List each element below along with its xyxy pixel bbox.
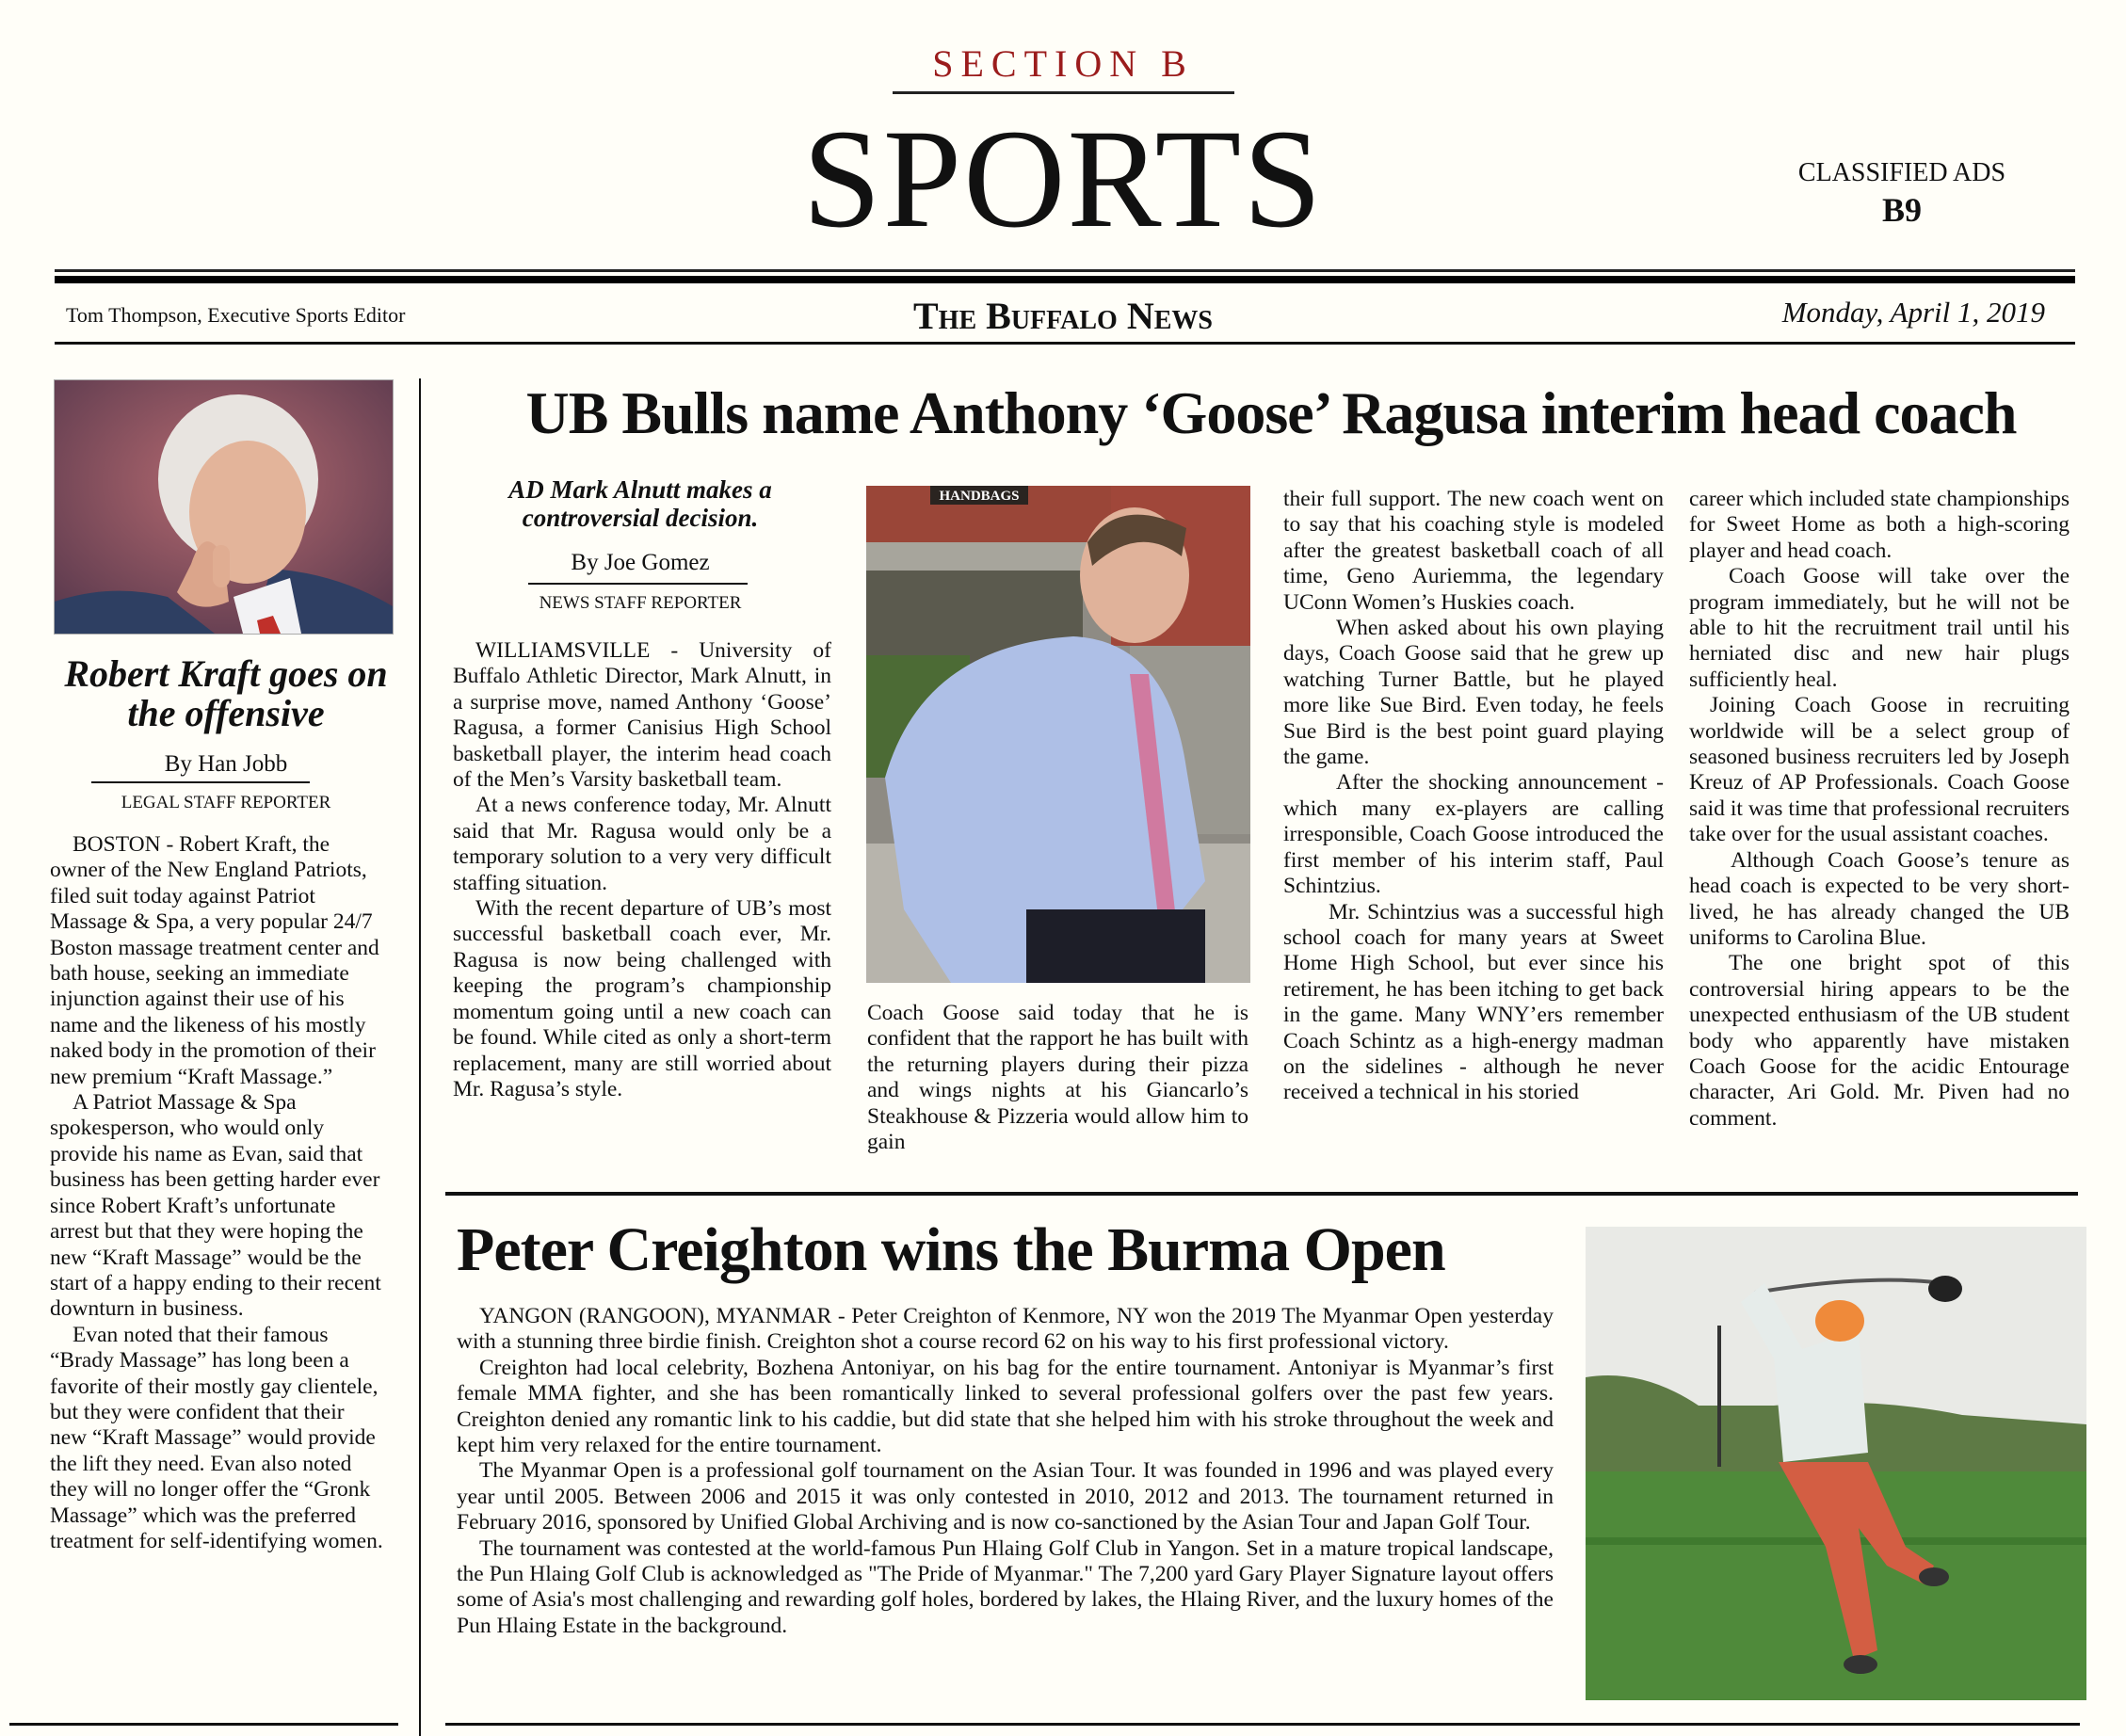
ub-article-column-1 [453, 638, 831, 1102]
issue-date: Monday, April 1, 2019 [1781, 296, 2045, 329]
paragraph: WILLIAMSVILLE - University of Buffalo Athletic Director, Mark Alnutt, in a surprise move, named Anthony ‘Goose’ Ragusa, a former Canisius High School basketball player, the interim head coach of the Men’s Varsity basketball team. [453, 638, 831, 793]
kraft-photo[interactable] [54, 379, 394, 635]
kraft-reporter-role: LEGAL STAFF REPORTER [121, 793, 331, 812]
classified-ads-page: B9 [1881, 191, 1922, 229]
newspaper-name: The Buffalo News [913, 295, 1213, 337]
paragraph: Coach Goose said today that he is confident that the rapport he has built with the returning players during their pizza and wings nights at his Giancarlo’s Steakhouse & Pizzeria would allow him to gain [867, 1001, 1248, 1155]
golf-article-body [457, 1304, 1554, 1639]
paragraph: Coach Goose will take over the program immediately, but he will not be able to hit the recruitment trail until his herniated disc and new hair plugs sufficiently heal. [1689, 564, 2070, 692]
paragraph: The one bright spot of this controversial hiring appears to be the unexpected enthusiasm of the UB student body who apparently have mistaken Coach Goose for the acidic Entourage character, Ari Gold. Mr. Piven had no comment. [1689, 951, 2070, 1131]
column-divider [419, 378, 421, 1736]
ragusa-photo[interactable] [866, 486, 1250, 983]
kraft-headline[interactable]: Robert Kraft goes on the offensive [64, 652, 388, 734]
kraft-photo-illustration [55, 380, 393, 634]
ub-article-column-3 [1283, 487, 1664, 1106]
editor-credit: Tom Thompson, Executive Sports Editor [66, 303, 406, 327]
byline-rule [528, 583, 748, 585]
story-divider [445, 1192, 2078, 1196]
page-title: SPORTS [802, 101, 1324, 257]
paragraph: A Patriot Massage & Spa spokesperson, who would only provide his name as Evan, said that business has been getting harder ever since Robert Kraft’s unfortunate arrest but that they were hoping the new “Kraft Massage” would be the start of a happy ending to their recent downturn in business. [50, 1090, 381, 1322]
photo-sign-text: HANDBAGS [939, 489, 1020, 504]
kraft-article-body [50, 832, 386, 1554]
section-label: SECTION B [932, 42, 1194, 85]
paragraph: Evan noted that their famous “Brady Massage” has long been a favorite of their mostly gay clientele, but they were confident that their new “Kraft Massage” would provide the lift they need. Evan also noted they will no longer offer the “Gronk Massage” which was the preferred treatment for self-identifying women. [50, 1322, 383, 1553]
paragraph: Mr. Schintzius was a successful high school coach for many years at Sweet Home High School, but ever since his retirement, he has been itching to get back in the game. Many WNY’ers remember Coach Schintz as a high-energy madman on the sidelines - although he never received a technical in his storied [1283, 899, 1664, 1105]
ub-headline[interactable]: UB Bulls name Anthony ‘Goose’ Ragusa interim head coach [525, 379, 2017, 446]
classified-ads-label: CLASSIFIED ADS [1797, 158, 2006, 187]
ragusa-photo-illustration [866, 486, 1250, 983]
masthead-rule-thick [55, 276, 2075, 283]
section-divider [893, 91, 1234, 94]
paragraph: Although Coach Goose’s tenure as head coach is expected to be very short-lived, he has already changed the UB uniforms to Carolina Blue. [1689, 847, 2070, 950]
paragraph: At a news conference today, Mr. Alnutt said that Mr. Ragusa would only be a temporary solution to a very very difficult staffing situation. [453, 793, 831, 895]
paragraph: BOSTON - Robert Kraft, the owner of the New England Patriots, filed suit today against Patriot Massage & Spa, a very popular 24/7 Boston massage treatment center and bath house, seeking an immediate injunction against their use of his name and the likeness of his mostly naked body in the promotion of their new premium “Kraft Massage.” [50, 832, 379, 1089]
paragraph: When asked about his own playing days, Coach Goose said that he grew up watching Turner Battle, but he played more like Sue Bird. Even today, he feels Sue Bird is the best point guard playing the game. [1283, 616, 1664, 770]
ub-byline: By Joe Gomez [571, 550, 710, 575]
paragraph: YANGON (RANGOON), MYANMAR - Peter Creighton of Kenmore, NY won the 2019 The Myanmar Open yesterday with a stunning three birdie finish. Creighton shot a course record 62 on his way to his first professional victory. [457, 1304, 1554, 1355]
kraft-byline: By Han Jobb [164, 751, 288, 777]
paragraph: The Myanmar Open is a professional golf tournament on the Asian Tour. It was founded in 1996 and was played every year until 2005. Between 2006 and 2015 it was only contested in 2010, 2012 and 2013. The tournament returned in February 2016, sponsored by Unified Global Archiving and is now co-sanctioned by the Asian Tour and Japan Golf Tour. [457, 1458, 1554, 1535]
left-column-bottom-rule [9, 1723, 398, 1726]
ub-reporter-role: NEWS STAFF REPORTER [539, 593, 742, 613]
ub-article-column-4 [1689, 487, 2070, 1132]
masthead-rule-thin [55, 269, 2075, 272]
masthead-bottom-rule [55, 342, 2075, 345]
paragraph: After the shocking announcement - which many ex-players are calling irresponsible, Coach Goose introduced the first member of his interim staff, Paul Schintzius. [1283, 770, 1664, 899]
classified-ads-reference[interactable] [1770, 158, 2034, 230]
paragraph: career which included state championships for Sweet Home as both a high-scoring player and head coach. [1689, 487, 2070, 563]
paragraph: their full support. The new coach went on to say that his coaching style is modeled after the greatest basketball coach of all time, Geno Auriemma, the legendary UConn Women’s Huskies coach. [1283, 487, 1664, 615]
golfer-photo-illustration [1586, 1227, 2086, 1700]
byline-rule [91, 781, 310, 783]
golf-headline[interactable]: Peter Creighton wins the Burma Open [457, 1215, 1445, 1284]
ub-article-column-2 [867, 1001, 1248, 1155]
ub-subheadline: AD Mark Alnutt makes a controversial decision. [508, 475, 772, 532]
golfer-photo[interactable] [1586, 1227, 2086, 1700]
paragraph: The tournament was contested at the world-famous Pun Hlaing Golf Club in Yangon. Set in a mature tropical landscape, the Pun Hlaing Golf Club is acknowledged as "The Pride of Myanmar." The 7,200 yard Gary Player Signature layout offers some of Asia's most challenging and rewarding golf holes, bordered by lakes, the Hlaing River, and the luxury homes of the Pun Hlaing Estate in the background. [457, 1535, 1554, 1638]
paragraph: With the recent departure of UB’s most successful basketball coach ever, Mr. Ragusa is now being challenged with keeping the program’s championship momentum going until a new coach can be found. While cited as only a short-term replacement, many are still worried about Mr. Ragusa’s style. [453, 896, 831, 1101]
paragraph: Creighton had local celebrity, Bozhena Antoniyar, on his bag for the entire tournament. Antoniyar is Myanmar’s first female MMA fighter, and she has been romantically linked to several professional golfers over the past few years. Creighton denied any romantic link to his caddie, but did state that she helped him with his stroke throughout the week and kept him very relaxed for the entire tournament. [457, 1355, 1554, 1458]
paragraph: Joining Coach Goose in recruiting worldwide will be a select group of seasoned business recruiters led by Joseph Kreuz of AP Professionals. Coach Goose said it was time that professional recruiters take over for the usual assistant coaches. [1689, 693, 2070, 847]
page-bottom-rule [445, 1723, 2080, 1726]
